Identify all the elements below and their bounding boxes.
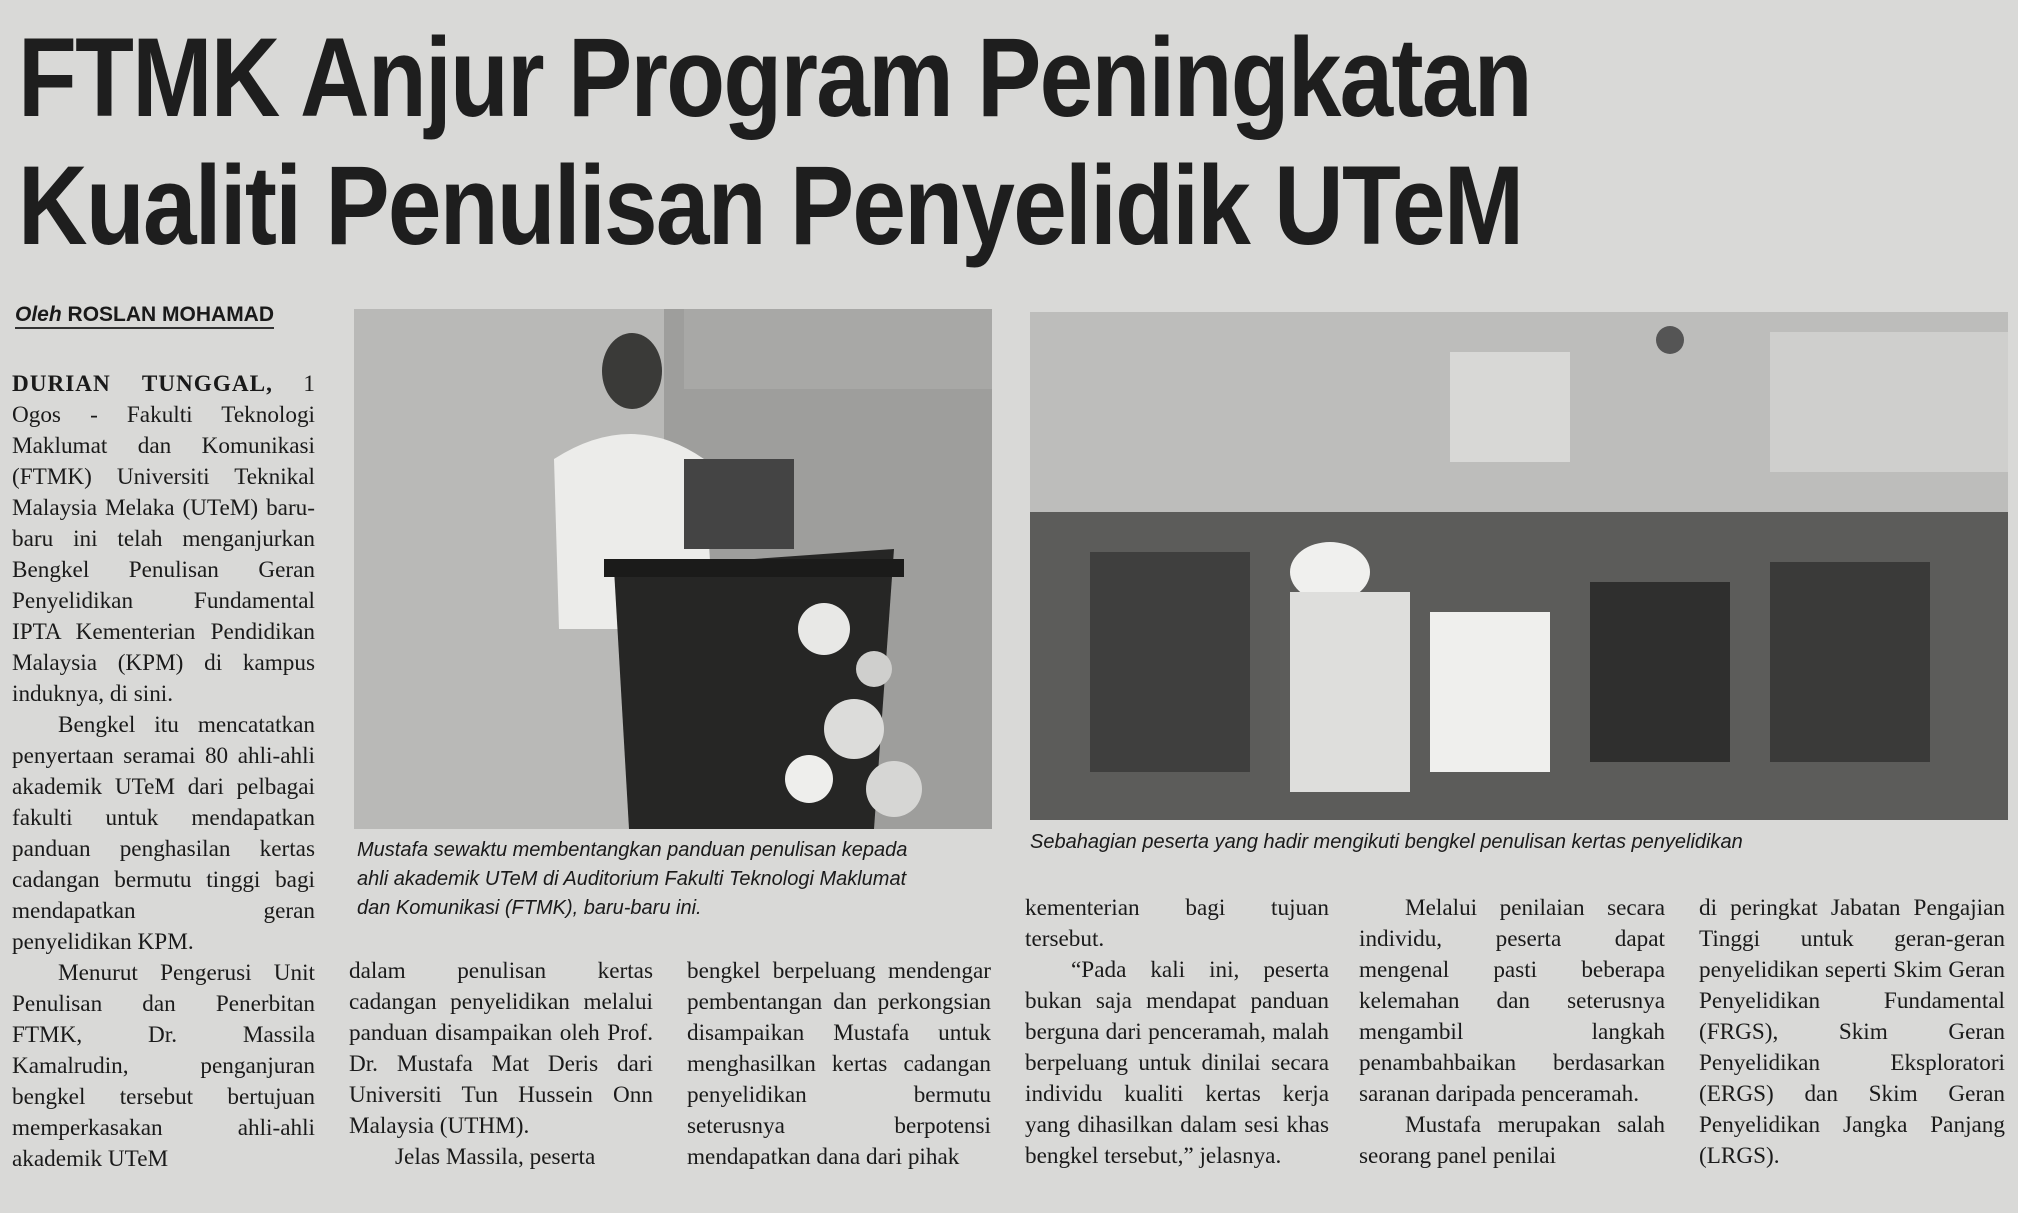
article-column-6 <box>1699 893 2005 1172</box>
caption-line: dan Komunikasi (FTMK), baru-baru ini. <box>357 897 702 919</box>
article-column-4 <box>1025 893 1329 1172</box>
caption-line: Mustafa sewaktu membentangkan panduan penulisan kepada <box>357 839 908 861</box>
speaker-photo-graphic <box>354 309 992 829</box>
article-column-2 <box>349 956 653 1173</box>
audience-photo-graphic <box>1030 312 2008 820</box>
paragraph: kementerian bagi tujuan tersebut. <box>1025 895 1329 952</box>
article-column-3 <box>687 956 991 1173</box>
photo-caption-1 <box>357 836 997 923</box>
paragraph: Mustafa merupakan salah seorang panel penilai <box>1359 1112 1665 1169</box>
photo-speaker-at-podium <box>354 309 992 829</box>
paragraph: dalam penulisan kertas cadangan penyelidikan melalui panduan disampaikan oleh Prof. Dr. Mustafa Mat Deris dari Universiti Tun Hussein Onn Malaysia (UTHM). <box>349 958 653 1139</box>
dateline: DURIAN TUNGGAL, <box>12 371 273 397</box>
byline-prefix: Oleh <box>15 303 62 326</box>
byline-author: ROSLAN MOHAMAD <box>67 303 275 326</box>
paragraph: Menurut Pengerusi Unit Penulisan dan Penerbitan FTMK, Dr. Massila Kamalrudin, penganjuran bengkel tersebut bertujuan memperkasakan ahli-ahli akademik UTeM <box>12 960 315 1172</box>
photo-workshop-participants <box>1030 312 2008 820</box>
paragraph: Jelas Massila, peserta <box>395 1144 596 1170</box>
paragraph: “Pada kali ini, peserta bukan saja mendapat panduan berguna dari penceramah, malah berpeluang untuk dinilai secara individu kualiti kertas kerja yang dihasilkan dalam sesi khas bengkel tersebut,” jelasnya. <box>1025 957 1329 1169</box>
paragraph: di peringkat Jabatan Pengajian Tinggi untuk geran-geran penyelidikan seperti Skim Geran Penyelidikan Fundamental (FRGS), Skim Geran Penyelidikan Eksploratori (ERGS) dan Skim Geran Penyelidikan Jangka Panjang (LRGS). <box>1699 895 2005 1169</box>
byline <box>15 303 274 329</box>
photo-caption-2: Sebahagian peserta yang hadir mengikuti bengkel penulisan kertas penyelidikan <box>1030 831 1743 853</box>
article-column-1 <box>12 369 315 1175</box>
headline-line-1: FTMK Anjur Program Peningkatan <box>18 15 1531 140</box>
paragraph: Melalui penilaian secara individu, peserta dapat mengenal pasti beberapa kelemahan dan seterusnya mengambil langkah penambahbaikan berdasarkan saranan daripada penceramah. <box>1359 895 1665 1107</box>
paragraph: Bengkel itu mencatatkan penyertaan seramai 80 ahli-ahli akademik UTeM dari pelbagai fakulti untuk mendapatkan panduan penghasilan kertas cadangan bermutu tinggi bagi mendapatkan geran penyelidikan KPM. <box>12 712 315 955</box>
paragraph: bengkel berpeluang mendengar pembentangan dan perkongsian disampaikan Mustafa untuk menghasilkan kertas cadangan penyelidikan bermutu seterusnya berpotensi mendapatkan dana dari pihak <box>687 958 991 1170</box>
article-column-5 <box>1359 893 1665 1172</box>
paragraph: 1 Ogos - Fakulti Teknologi Maklumat dan Komunikasi (FTMK) Universiti Teknikal Malaysia Melaka (UTeM) baru-baru ini telah menganjurkan Bengkel Penulisan Geran Penyelidikan Fundamental IPTA Kementerian Pendidikan Malaysia (KPM) di kampus induknya, di sini. <box>12 371 315 707</box>
caption-line: ahli akademik UTeM di Auditorium Fakulti Teknologi Maklumat <box>357 868 907 890</box>
headline-line-2: Kualiti Penulisan Penyelidik UTeM <box>18 143 1523 268</box>
